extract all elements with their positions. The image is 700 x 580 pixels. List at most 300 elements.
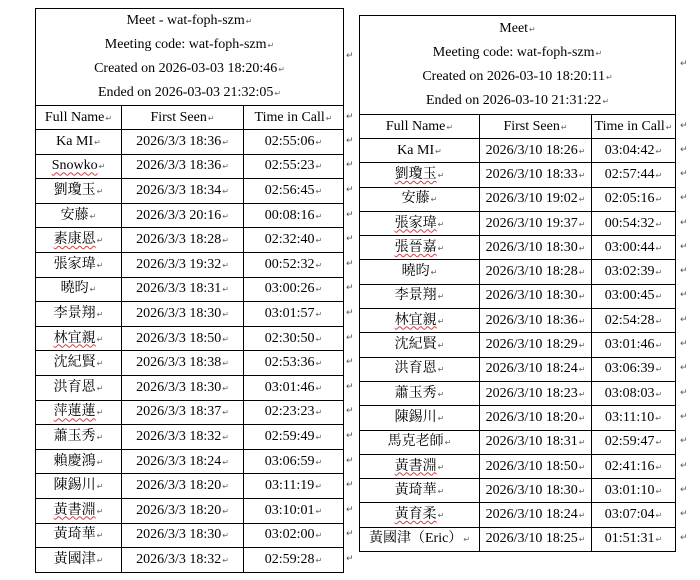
- cell-time-in-call-text: 02:55:06: [264, 133, 315, 149]
- paragraph-mark: ↵: [222, 309, 229, 319]
- paragraph-mark: ↵: [437, 389, 445, 399]
- cell-time-in-call: [592, 236, 676, 260]
- table-row: [360, 284, 676, 308]
- paragraph-mark: ↵: [222, 186, 229, 196]
- cell-full-name: [360, 211, 480, 235]
- cell-first-seen-text: 2026/3/10 18:50: [485, 458, 578, 474]
- cell-first-seen-text: 2026/3/10 18:25: [485, 531, 578, 547]
- cell-time-in-call-text: 02:56:45: [264, 182, 315, 198]
- cell-full-name-text: Ka MI: [56, 133, 94, 149]
- meeting-title: Meet - wat-foph-szm↵: [126, 13, 253, 28]
- cell-full-name: [36, 400, 122, 425]
- paragraph-mark: ↵: [437, 243, 445, 253]
- cell-first-seen-text: 2026/3/3 18:31: [136, 281, 222, 297]
- table-row: [360, 454, 676, 478]
- table-row: [360, 211, 676, 235]
- cell-full-name: [360, 357, 480, 381]
- cell-first-seen: [122, 400, 244, 425]
- row-end-mark: ↵: [680, 59, 688, 69]
- cell-time-in-call: [244, 277, 344, 302]
- row-end-mark: ↵: [346, 51, 354, 61]
- cell-first-seen: [122, 154, 244, 179]
- cell-full-name: [360, 527, 480, 551]
- cell-full-name-text: 曉昀: [60, 281, 89, 297]
- table-row: [360, 187, 676, 211]
- cell-full-name-text: 黃書淵: [394, 458, 437, 474]
- table-row: [36, 154, 344, 179]
- cell-time-in-call: [244, 523, 344, 548]
- table-row: [36, 252, 344, 277]
- cell-first-seen-text: 2026/3/10 18:23: [485, 385, 578, 401]
- cell-full-name: [36, 498, 122, 523]
- cell-time-in-call-text: 02:53:36: [264, 355, 315, 371]
- table-row: [36, 449, 344, 474]
- paragraph-mark: ↵: [655, 341, 663, 351]
- cell-full-name: [36, 277, 122, 302]
- paragraph-mark: ↵: [222, 334, 229, 344]
- cell-time-in-call-text: 03:02:00: [264, 527, 315, 543]
- cell-first-seen: [480, 163, 592, 187]
- paragraph-mark: ↵: [430, 268, 438, 278]
- cell-full-name: [36, 523, 122, 548]
- row-end-mark: ↵: [680, 339, 688, 350]
- paragraph-mark: ↵: [578, 511, 586, 521]
- cell-first-seen-text: 2026/3/3 18:28: [136, 232, 222, 248]
- cell-full-name-text: 蕭玉秀: [53, 428, 96, 444]
- paragraph-mark: ↵: [655, 462, 663, 472]
- paragraph-mark: ↵: [444, 438, 452, 448]
- cell-time-in-call-text: 03:06:59: [264, 453, 315, 469]
- cell-first-seen: [480, 430, 592, 454]
- meeting-created: Created on 2026-03-10 18:20:11↵: [422, 69, 613, 84]
- meeting-ended: Ended on 2026-03-03 21:32:05↵: [97, 85, 282, 100]
- cell-first-seen-text: 2026/3/3 18:34: [136, 182, 222, 198]
- paragraph-mark: ↵: [96, 432, 104, 442]
- cell-first-seen: [480, 479, 592, 503]
- paragraph-mark: ↵: [437, 511, 445, 521]
- paragraph-mark: ↵: [655, 413, 662, 423]
- cell-full-name-text: 沈紀賢: [53, 355, 96, 371]
- cell-full-name-text: 曉昀: [401, 264, 430, 280]
- paragraph-mark: ↵: [222, 506, 229, 516]
- cell-time-in-call: [592, 430, 676, 454]
- cell-time-in-call: [592, 333, 676, 357]
- cell-time-in-call: [244, 228, 344, 253]
- cell-first-seen-text: 2026/3/10 18:36: [485, 312, 578, 328]
- row-end-mark: ↵: [680, 168, 688, 179]
- paragraph-mark: ↵: [222, 383, 229, 393]
- row-end-mark: ↵: [346, 455, 354, 466]
- cell-first-seen-text: 2026/3/10 18:29: [485, 337, 578, 353]
- meeting-attendance-table-right: [359, 15, 676, 552]
- cell-full-name: [360, 430, 480, 454]
- table-row: [36, 474, 344, 499]
- table-row: [360, 503, 676, 527]
- cell-full-name: [360, 163, 480, 187]
- cell-first-seen: [122, 228, 244, 253]
- paragraph-mark: ↵: [655, 170, 663, 180]
- cell-time-in-call-text: 02:54:28: [604, 312, 655, 328]
- cell-full-name: [36, 302, 122, 327]
- cell-time-in-call: [592, 260, 676, 284]
- table-row: [36, 277, 344, 302]
- cell-first-seen-text: 2026/3/3 18:36: [136, 133, 222, 149]
- cell-full-name-text: 素康恩: [53, 232, 96, 248]
- cell-time-in-call-text: 03:01:10: [604, 482, 655, 498]
- paragraph-mark: ↵: [96, 359, 104, 369]
- paragraph-mark: ↵: [96, 186, 104, 196]
- cell-first-seen: [480, 527, 592, 551]
- row-end-mark: ↵: [680, 436, 688, 447]
- paragraph-mark: ↵: [655, 195, 663, 205]
- cell-time-in-call-text: 03:04:42: [604, 142, 655, 158]
- cell-first-seen: [480, 381, 592, 405]
- paragraph-mark: ↵: [315, 285, 323, 295]
- cell-full-name: [36, 228, 122, 253]
- cell-first-seen-text: 2026/3/3 18:24: [136, 453, 222, 469]
- cell-time-in-call-text: 03:11:19: [265, 478, 315, 494]
- paragraph-mark: ↵: [222, 285, 229, 295]
- cell-first-seen-text: 2026/3/10 19:02: [485, 191, 578, 207]
- paragraph-mark: ↵: [430, 195, 438, 205]
- table-row: [360, 333, 676, 357]
- cell-time-in-call: [244, 425, 344, 450]
- col-full-name: Full Name↵: [360, 115, 480, 139]
- paragraph-mark: ↵: [578, 438, 586, 448]
- cell-time-in-call-text: 02:57:44: [604, 166, 655, 182]
- cell-full-name: [360, 284, 480, 308]
- paragraph-mark: ↵: [315, 186, 323, 196]
- cell-full-name-text: 黃國津: [53, 551, 96, 567]
- cell-time-in-call: [592, 454, 676, 478]
- cell-first-seen-text: 2026/3/3 18:38: [136, 355, 222, 371]
- paragraph-mark: ↵: [315, 162, 323, 172]
- cell-time-in-call-text: 03:00:45: [604, 288, 655, 304]
- table-row: [36, 351, 344, 376]
- table-row: [36, 203, 344, 228]
- col-first-seen: First Seen↵: [122, 106, 244, 130]
- cell-first-seen: [122, 449, 244, 474]
- paragraph-mark: ↵: [222, 236, 229, 246]
- cell-time-in-call-text: 03:10:01: [264, 502, 315, 518]
- paragraph-mark: ↵: [463, 535, 471, 545]
- cell-full-name-text: 劉瓊玉: [394, 166, 437, 182]
- table-row: [360, 163, 676, 187]
- paragraph-mark: ↵: [96, 457, 104, 467]
- paragraph-mark: ↵: [578, 413, 586, 423]
- cell-time-in-call-text: 00:52:32: [264, 256, 315, 272]
- cell-full-name-text: 張家瑋: [394, 215, 437, 231]
- paragraph-mark: ↵: [315, 236, 323, 246]
- paragraph-mark: ↵: [655, 365, 663, 375]
- paragraph-mark: ↵: [96, 236, 104, 246]
- paragraph-mark: ↵: [222, 555, 229, 565]
- paragraph-mark: ↵: [96, 260, 104, 270]
- cell-first-seen: [480, 406, 592, 430]
- cell-time-in-call-text: 02:55:23: [264, 158, 315, 174]
- paragraph-mark: ↵: [578, 195, 586, 205]
- cell-time-in-call-text: 03:07:04: [604, 507, 655, 523]
- cell-first-seen: [480, 260, 592, 284]
- cell-first-seen-text: 2026/3/10 18:30: [485, 288, 578, 304]
- paragraph-mark: ↵: [578, 486, 586, 496]
- cell-time-in-call-text: 01:51:31: [604, 531, 655, 547]
- cell-full-name: [360, 260, 480, 284]
- paragraph-mark: ↵: [578, 389, 586, 399]
- table-row: [36, 130, 344, 155]
- cell-first-seen: [480, 454, 592, 478]
- cell-time-in-call: [244, 351, 344, 376]
- cell-full-name: [360, 333, 480, 357]
- table-row: [36, 498, 344, 523]
- cell-full-name: [36, 474, 122, 499]
- paragraph-mark: ↵: [578, 170, 586, 180]
- table-row: [360, 139, 676, 163]
- paragraph-mark: ↵: [89, 285, 97, 295]
- row-end-mark: ↵: [346, 553, 354, 564]
- table-row: [360, 260, 676, 284]
- cell-first-seen: [480, 503, 592, 527]
- cell-first-seen: [122, 474, 244, 499]
- cell-time-in-call-text: 02:41:16: [604, 458, 655, 474]
- cell-time-in-call: [592, 163, 676, 187]
- cell-first-seen: [122, 277, 244, 302]
- row-end-mark: ↵: [680, 120, 688, 131]
- paragraph-mark: ↵: [578, 535, 586, 545]
- row-end-mark: ↵: [680, 411, 688, 422]
- cell-time-in-call: [244, 548, 344, 573]
- paragraph-mark: ↵: [655, 219, 663, 229]
- cell-first-seen: [122, 425, 244, 450]
- cell-time-in-call-text: 03:11:10: [605, 409, 655, 425]
- meeting-header-row: [360, 16, 676, 115]
- cell-full-name: [36, 203, 122, 228]
- row-end-mark: ↵: [346, 283, 354, 294]
- meeting-code: Meeting code: wat-foph-szm↵: [432, 45, 603, 60]
- attendance-rows: [360, 139, 676, 552]
- cell-first-seen-text: 2026/3/10 18:26: [485, 142, 578, 158]
- cell-first-seen-text: 2026/3/10 19:37: [485, 215, 578, 231]
- table-row: [360, 406, 676, 430]
- cell-time-in-call: [244, 326, 344, 351]
- paragraph-mark: ↵: [655, 243, 663, 253]
- row-end-mark: ↵: [346, 258, 354, 269]
- paragraph-mark: ↵: [655, 292, 663, 302]
- paragraph-mark: ↵: [315, 555, 323, 565]
- paragraph-mark: ↵: [96, 309, 104, 319]
- row-end-mark: ↵: [346, 529, 354, 540]
- paragraph-mark: ↵: [437, 341, 445, 351]
- cell-full-name-text: 黃書淵: [53, 502, 96, 518]
- paragraph-mark: ↵: [96, 531, 104, 541]
- cell-time-in-call: [244, 498, 344, 523]
- meeting-title: Meet↵: [499, 21, 536, 36]
- row-end-mark: ↵: [346, 480, 354, 491]
- paragraph-mark: ↵: [578, 365, 586, 375]
- cell-time-in-call-text: 02:59:47: [604, 434, 655, 450]
- cell-time-in-call-text: 03:00:26: [264, 281, 315, 297]
- paragraph-mark: ↵: [222, 408, 229, 418]
- cell-time-in-call: [244, 449, 344, 474]
- cell-time-in-call: [592, 309, 676, 333]
- row-end-mark: ↵: [346, 209, 354, 220]
- paragraph-mark: ↵: [94, 137, 101, 147]
- paragraph-mark: ↵: [315, 359, 323, 369]
- cell-full-name-text: 安藤: [60, 207, 89, 223]
- cell-time-in-call-text: 03:06:39: [604, 361, 655, 377]
- row-end-mark: ↵: [680, 533, 688, 544]
- table-row: [360, 236, 676, 260]
- cell-full-name-text: 洪育恩: [394, 361, 437, 377]
- cell-first-seen: [122, 130, 244, 155]
- cell-full-name-text: 洪育恩: [53, 379, 96, 395]
- cell-time-in-call: [244, 179, 344, 204]
- paragraph-mark: ↵: [315, 211, 323, 221]
- cell-time-in-call: [244, 154, 344, 179]
- cell-first-seen-text: 2026/3/3 18:30: [136, 527, 222, 543]
- cell-time-in-call-text: 00:08:16: [264, 207, 315, 223]
- cell-time-in-call: [592, 527, 676, 551]
- row-end-mark: ↵: [346, 504, 354, 515]
- cell-time-in-call-text: 03:02:39: [604, 264, 655, 280]
- cell-first-seen: [122, 375, 244, 400]
- cell-time-in-call: [592, 406, 676, 430]
- cell-full-name-text: 沈紀賢: [394, 337, 437, 353]
- paragraph-mark: ↵: [578, 146, 586, 156]
- cell-time-in-call-text: 03:01:57: [264, 305, 315, 321]
- cell-first-seen-text: 2026/3/3 18:20: [136, 478, 222, 494]
- cell-full-name: [36, 548, 122, 573]
- cell-full-name-text: 陳錫川: [53, 478, 96, 494]
- row-end-mark: ↵: [346, 184, 354, 195]
- paragraph-mark: ↵: [222, 482, 229, 492]
- meeting-created: Created on 2026-03-03 18:20:46↵: [94, 61, 285, 76]
- cell-first-seen-text: 2026/3/3 18:32: [136, 428, 222, 444]
- cell-full-name-text: 蕭玉秀: [394, 385, 437, 401]
- paragraph-mark: ↵: [96, 334, 104, 344]
- cell-time-in-call: [592, 211, 676, 235]
- cell-full-name: [360, 309, 480, 333]
- table-row: [36, 326, 344, 351]
- paragraph-mark: ↵: [315, 482, 322, 492]
- paragraph-mark: ↵: [222, 211, 229, 221]
- paragraph-mark: ↵: [435, 146, 442, 156]
- cell-time-in-call-text: 03:00:44: [604, 239, 655, 255]
- cell-full-name-text: 黃國津（Eric）: [368, 531, 463, 547]
- cell-full-name-text: 李景翔: [53, 305, 96, 321]
- paragraph-mark: ↵: [655, 146, 663, 156]
- paragraph-mark: ↵: [578, 268, 586, 278]
- row-end-mark: ↵: [346, 111, 354, 122]
- col-time-in-call: Time in Call↵: [592, 115, 676, 139]
- cell-full-name: [360, 406, 480, 430]
- table-row: [36, 179, 344, 204]
- paragraph-mark: ↵: [96, 555, 104, 565]
- cell-time-in-call: [244, 400, 344, 425]
- cell-time-in-call: [592, 284, 676, 308]
- cell-first-seen: [480, 139, 592, 163]
- cell-time-in-call: [592, 139, 676, 163]
- cell-time-in-call: [592, 187, 676, 211]
- table-row: [36, 425, 344, 450]
- paragraph-mark: ↵: [578, 316, 586, 326]
- table-row: [360, 309, 676, 333]
- paragraph-mark: ↵: [437, 170, 445, 180]
- cell-full-name: [36, 449, 122, 474]
- cell-first-seen: [122, 179, 244, 204]
- col-full-name: Full Name↵: [36, 106, 122, 130]
- paragraph-mark: ↵: [315, 334, 323, 344]
- cell-time-in-call: [244, 130, 344, 155]
- cell-full-name-text: 賴慶鴻: [53, 453, 96, 469]
- paragraph-mark: ↵: [222, 137, 229, 147]
- cell-first-seen-text: 2026/3/10 18:31: [485, 434, 578, 450]
- col-time-in-call: Time in Call↵: [244, 106, 344, 130]
- table-row: [36, 228, 344, 253]
- paragraph-mark: ↵: [96, 506, 104, 516]
- paragraph-mark: ↵: [437, 292, 445, 302]
- cell-first-seen: [122, 252, 244, 277]
- cell-full-name: [36, 375, 122, 400]
- paragraph-mark: ↵: [222, 162, 229, 172]
- cell-full-name: [360, 187, 480, 211]
- paragraph-mark: ↵: [437, 316, 445, 326]
- paragraph-mark: ↵: [315, 432, 323, 442]
- paragraph-mark: ↵: [655, 268, 663, 278]
- paragraph-mark: ↵: [315, 309, 323, 319]
- paragraph-mark: ↵: [315, 260, 323, 270]
- cell-first-seen: [480, 236, 592, 260]
- cell-full-name-text: 黃育柔: [394, 507, 437, 523]
- attendance-rows: [36, 130, 344, 573]
- cell-first-seen-text: 2026/3/3 18:30: [136, 305, 222, 321]
- cell-time-in-call-text: 03:01:46: [264, 379, 315, 395]
- paragraph-mark: ↵: [437, 486, 445, 496]
- cell-full-name-text: 張晉嘉: [394, 239, 437, 255]
- cell-full-name-text: 黃琦華: [53, 527, 96, 543]
- cell-first-seen-text: 2026/3/3 18:30: [136, 379, 222, 395]
- row-end-mark: ↵: [346, 430, 354, 441]
- table-row: [36, 375, 344, 400]
- paragraph-mark: ↵: [655, 535, 663, 545]
- table-row: [36, 400, 344, 425]
- paragraph-mark: ↵: [222, 260, 229, 270]
- cell-time-in-call-text: 00:54:32: [604, 215, 655, 231]
- paragraph-mark: ↵: [578, 341, 586, 351]
- cell-time-in-call: [244, 203, 344, 228]
- row-end-mark: ↵: [680, 363, 688, 374]
- row-end-mark: ↵: [680, 193, 688, 204]
- paragraph-mark: ↵: [437, 462, 445, 472]
- cell-first-seen: [480, 284, 592, 308]
- row-end-mark: ↵: [680, 460, 688, 471]
- cell-time-in-call-text: 03:08:03: [604, 385, 655, 401]
- paragraph-mark: ↵: [655, 486, 663, 496]
- cell-time-in-call: [592, 357, 676, 381]
- paragraph-mark: ↵: [437, 365, 445, 375]
- cell-first-seen: [122, 351, 244, 376]
- cell-full-name: [36, 326, 122, 351]
- column-header-row: [360, 115, 676, 139]
- row-end-mark: ↵: [346, 307, 354, 318]
- cell-full-name-text: 張家瑋: [53, 256, 96, 272]
- row-end-mark: ↵: [680, 509, 688, 520]
- row-end-mark: ↵: [680, 290, 688, 301]
- row-end-mark: ↵: [346, 160, 354, 171]
- table-row: [360, 381, 676, 405]
- cell-first-seen: [122, 498, 244, 523]
- cell-time-in-call: [592, 381, 676, 405]
